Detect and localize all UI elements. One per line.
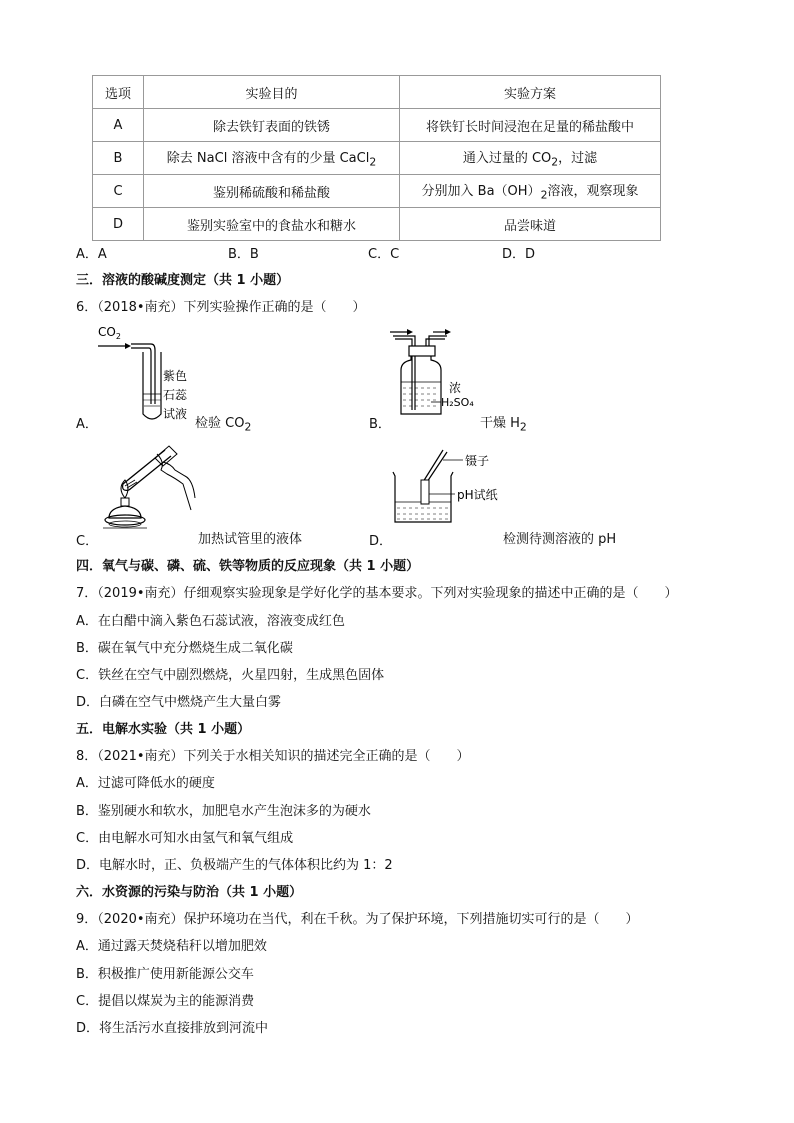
q8-option: C．由电解水可知水由氢气和氧气组成	[76, 831, 294, 846]
q6-option-d-caption: 检测待测溶液的 pH	[503, 532, 617, 547]
figure-beaker-ph-paper	[385, 446, 510, 528]
fig-label: 试液	[163, 407, 188, 421]
table-header-row	[93, 76, 661, 109]
fig-label: 镊子	[465, 454, 490, 468]
q6-option-d-letter: D．	[369, 534, 393, 549]
fig-label: 浓	[449, 381, 462, 395]
fig-label: pH试纸	[457, 488, 498, 502]
figure-co2-test-tube	[95, 322, 210, 427]
q6-option-b-letter: B．	[369, 417, 391, 432]
options-table	[92, 75, 661, 241]
q6-option-c-letter: C．	[76, 534, 99, 549]
q8-option: A．过滤可降低水的硬度	[76, 776, 215, 791]
table-cell: C	[93, 175, 144, 208]
q5-option-b: B．B	[228, 247, 259, 262]
q6-stem: 6．（2018•南充）下列实验操作正确的是（ ）	[76, 300, 366, 315]
cell-text: 除去 NaCl 溶液中含有的少量 CaCl	[166, 151, 370, 167]
fig-label: 紫色	[163, 369, 188, 383]
table-cell	[400, 142, 661, 175]
fig-label: H₂SO₄	[441, 396, 474, 409]
table-cell: D	[93, 208, 144, 241]
section-6-title: 六．水资源的污染与防治（共 1 小题）	[76, 885, 303, 900]
table-cell: 鉴别稀硫酸和稀盐酸	[144, 175, 400, 208]
q6-option-c-caption: 加热试管里的液体	[198, 532, 303, 547]
cell-text: 分别加入 Ba（OH）	[421, 184, 541, 200]
section-3-title: 三．溶液的酸碱度测定（共 1 小题）	[76, 273, 290, 288]
cell-text: 通入过量的 CO	[462, 151, 552, 167]
q9-option: B．积极推广使用新能源公交车	[76, 967, 254, 982]
q9-option: C．提倡以煤炭为主的能源消费	[76, 994, 255, 1009]
fig-label: 石蕊	[163, 388, 188, 402]
table-header-cell: 实验目的	[144, 76, 400, 109]
q7-option: C．铁丝在空气中剧烈燃烧，火星四射，生成黑色固体	[76, 668, 385, 683]
q8-stem: 8．（2021•南充）下列关于水相关知识的描述完全正确的是（ ）	[76, 749, 470, 764]
figure-heating-test-tube	[95, 440, 205, 530]
q8-option: D．电解水时，正、负极端产生的气体体积比约为 1：2	[76, 858, 393, 873]
section-4-title: 四．氧气与碳、磷、硫、铁等物质的反应现象（共 1 小题）	[76, 559, 420, 574]
q7-option: B．碳在氧气中充分燃烧生成二氧化碳	[76, 641, 293, 656]
q7-option: A．在白醋中滴入紫色石蕊试液，溶液变成红色	[76, 614, 345, 629]
table-cell: 品尝味道	[400, 208, 661, 241]
figure-gas-washing-bottle	[385, 322, 485, 422]
table-header-cell: 实验方案	[400, 76, 661, 109]
q6-option-a-caption: 检验 $CO_2$	[195, 416, 252, 434]
table-cell: 鉴别实验室中的食盐水和糖水	[144, 208, 400, 241]
q5-option-a: A．A	[76, 247, 107, 262]
subscript: 2	[551, 155, 559, 169]
table-row	[93, 175, 661, 208]
subscript: 2	[369, 155, 377, 169]
q9-option: D．将生活污水直接排放到河流中	[76, 1021, 269, 1036]
table-row	[93, 109, 661, 142]
table-row	[93, 208, 661, 241]
table-cell	[144, 142, 400, 175]
table-cell	[400, 175, 661, 208]
q9-option: A．通过露天焚烧秸秆以增加肥效	[76, 939, 267, 954]
table-cell: A	[93, 109, 144, 142]
cell-text: 溶液，观察现象	[547, 184, 639, 200]
table-row	[93, 142, 661, 175]
q5-option-d: D．D	[502, 247, 536, 262]
q9-stem: 9．（2020•南充）保护环境功在当代，利在千秋。为了保护环境，下列措施切实可行的是（ ）	[76, 912, 639, 927]
q6-option-a-letter: A．	[76, 417, 98, 432]
table-cell: 除去铁钉表面的铁锈	[144, 109, 400, 142]
table-header-cell: 选项	[93, 76, 144, 109]
cell-text: ，过滤	[558, 151, 598, 167]
q5-option-c: C．C	[368, 247, 400, 262]
table-cell: 将铁钉长时间浸泡在足量的稀盐酸中	[400, 109, 661, 142]
q7-stem: 7．（2019•南充）仔细观察实验现象是学好化学的基本要求。下列对实验现象的描述中正确的是（ ）	[76, 586, 678, 601]
q6-option-b-caption: 干燥 $H_2$	[480, 416, 527, 434]
section-5-title: 五．电解水实验（共 1 小题）	[76, 722, 251, 737]
q7-option: D．白磷在空气中燃烧产生大量白雾	[76, 695, 282, 710]
fig-gas-label: $CO_2$	[98, 325, 121, 341]
subscript: 2	[540, 188, 548, 202]
q8-option: B．鉴别硬水和软水，加肥皂水产生泡沫多的为硬水	[76, 804, 371, 819]
table-cell: B	[93, 142, 144, 175]
